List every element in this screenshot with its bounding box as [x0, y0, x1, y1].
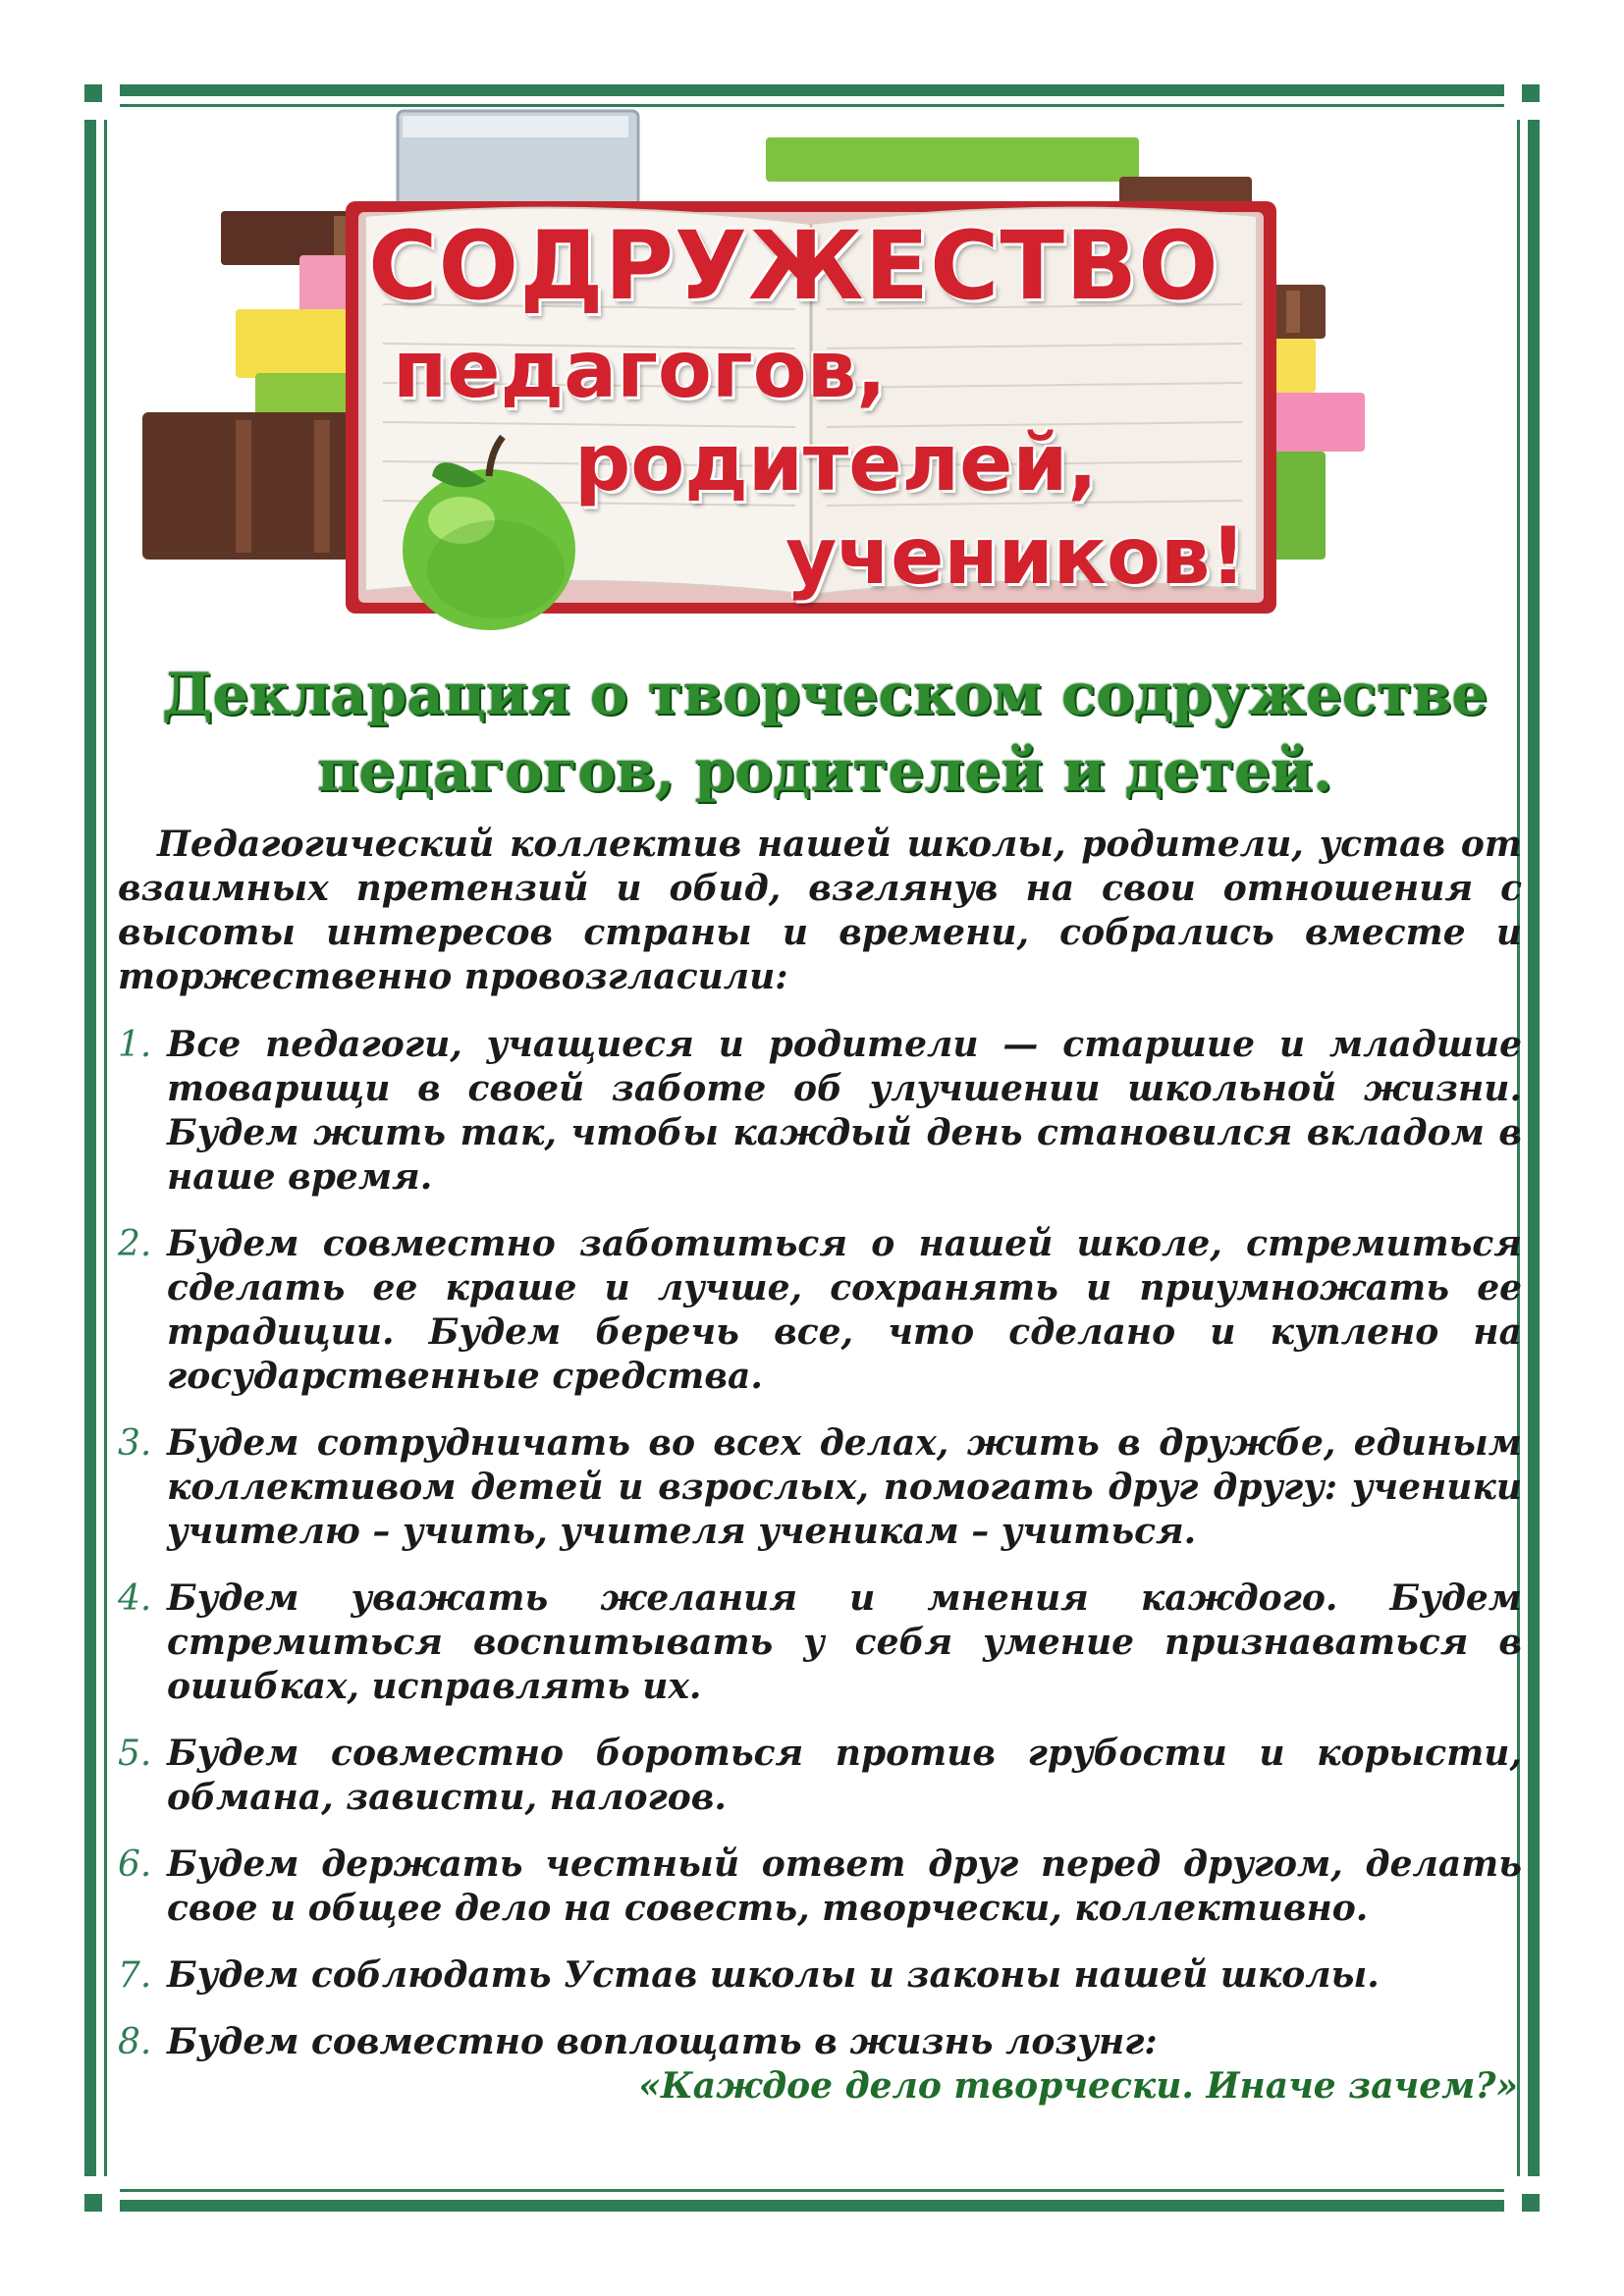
list-item [118, 1576, 1522, 1709]
item-text: Будем совместно воплощать в жизнь лозунг: [167, 2021, 1158, 2062]
banner-title: СОДРУЖЕСТВО [368, 211, 1219, 321]
item-number: 1. [118, 1025, 152, 1065]
item-number: 8. [118, 2022, 152, 2062]
item-text: Будем совместно бороться против грубости и корысти, обмана, зависти, налогов. [167, 1733, 1522, 1818]
item-number: 5. [118, 1734, 152, 1774]
motto: «Каждое дело творчески. Иначе зачем?» [638, 2065, 1518, 2107]
item-text: Будем держать честный ответ друг перед другом, делать свое и общее дело на совесть, творчески, коллективно. [167, 1843, 1522, 1929]
item-text: Будем уважать желания и мнения каждого. Будем стремиться воспитывать у себя умение признаваться в ошибках, исправлять их. [167, 1577, 1522, 1707]
heading-line-2: педагогов, родителей и детей. [316, 737, 1333, 804]
item-text: Будем совместно заботиться о нашей школе, стремиться сделать ее краше и лучше, сохранять и приумножать ее традиции. Будем беречь все, что сделано и куплено на государственные средства. [167, 1223, 1522, 1397]
item-text: Будем сотрудничать во всех делах, жить в дружбе, единым коллективом детей и взрослых, помогать друг другу: ученики учителю – учить, учителя ученикам – учиться. [167, 1422, 1522, 1552]
list-item [118, 1421, 1522, 1554]
banner-line-parents: родителей, [574, 417, 1098, 508]
item-number: 7. [118, 1955, 152, 1996]
list-item [118, 1023, 1522, 1200]
banner [137, 108, 1512, 658]
declaration-list [118, 1023, 1522, 2064]
frame-corner-bottom-left [77, 2176, 120, 2219]
item-number: 2. [118, 1224, 152, 1264]
list-item [118, 1732, 1522, 1820]
list-item [118, 1953, 1522, 1998]
item-number: 4. [118, 1578, 152, 1619]
list-item [118, 1222, 1522, 1399]
heading-line-1: Декларация о творческом содружестве [161, 661, 1489, 727]
banner-text [137, 108, 1512, 658]
item-number: 6. [118, 1844, 152, 1885]
frame-corner-bottom-right [1504, 2176, 1547, 2219]
frame-corner-top-left [77, 77, 120, 120]
item-number: 3. [118, 1423, 152, 1464]
banner-line-teachers: педагогов, [393, 324, 887, 415]
banner-line-students: учеников! [785, 510, 1247, 602]
list-item [118, 2020, 1522, 2064]
intro-paragraph: Педагогический коллектив нашей школы, родители, устав от взаимных претензий и обид, взглянув на свои отношения с высоты интересов страны и времени, собрались вместе и торжественно провозгласили: [118, 824, 1522, 997]
declaration-heading [137, 656, 1512, 809]
item-text: Будем соблюдать Устав школы и законы нашей школы. [167, 1954, 1380, 1996]
item-text: Все педагоги, учащиеся и родители — старшие и младшие товарищи в своей заботе об улучшении школьной жизни. Будем жить так, чтобы каждый день становился вкладом в наше время. [167, 1024, 1522, 1198]
list-item [118, 1842, 1522, 1931]
